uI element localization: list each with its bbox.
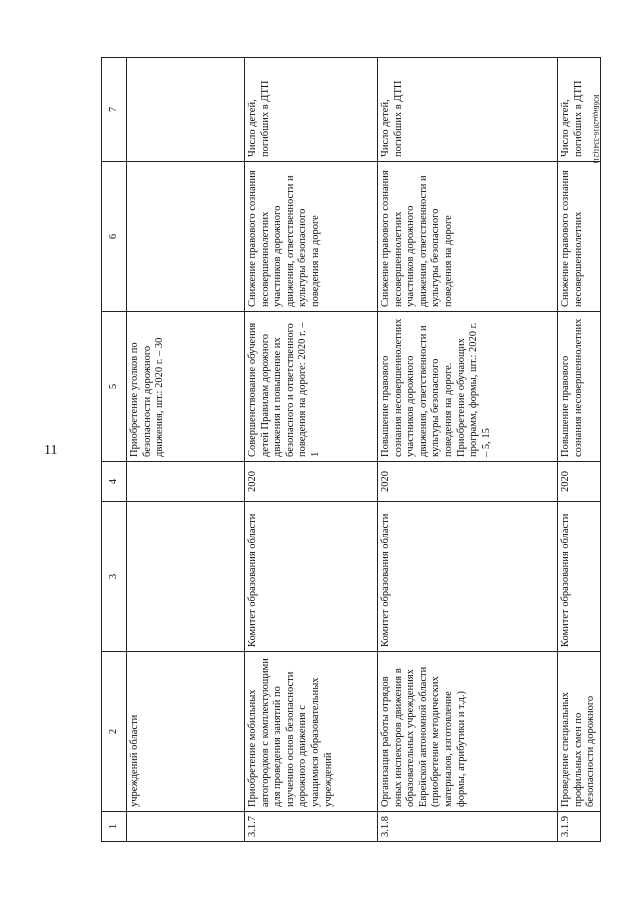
measure-cell: Число детей, погибших в ДТП	[378, 58, 558, 162]
event-cell: Организация работы отрядов юных инспекторов движения в образовательных учреждениях Еврейской автономной области (приобретение методических материалов, изготовление формы, атрибутики и т.д.)	[378, 652, 558, 812]
result-cell: Снижение правового сознания несовершеннолетних участников дорожного движения, ответственности и культуры безопасного поведения на дороге	[378, 162, 558, 312]
header-cell: 3	[102, 502, 127, 652]
header-cell: 2	[102, 652, 127, 812]
event-cell: учреждений области	[127, 652, 245, 812]
indicator-cell: Совершенствование обучения детей Правилам дорожного движения и повышение их безопасного и ответственного поведения на дороге: 2020 г. – 1	[245, 312, 378, 462]
table-row	[127, 58, 245, 842]
row-number: 3.1.8	[378, 812, 558, 842]
table-row	[558, 58, 601, 842]
header-cell: 6	[102, 162, 127, 312]
event-cell: Проведение специальных профильных смен по безопасности дорожного	[558, 652, 601, 812]
executor-cell: Комитет образования области	[558, 502, 601, 652]
row-number	[127, 812, 245, 842]
program-table	[101, 57, 601, 842]
measure-cell	[127, 58, 245, 162]
measure-cell: Число детей, погибших в ДТП	[245, 58, 378, 162]
table-row	[378, 58, 558, 842]
header-cell: 7	[102, 58, 127, 162]
executor-cell	[127, 502, 245, 652]
year-cell	[127, 462, 245, 502]
table-row	[245, 58, 378, 842]
header-cell: 1	[102, 812, 127, 842]
document-code: ЮбБиды2016-3341(21)	[592, 94, 600, 164]
indicator-cell: Повышение правового сознания несовершеннолетних участников дорожного движения, ответственности и культуры безопасного поведения на дороге. Приобретение обучающих программ, формы, шт.: 2020 г. – 5, 15	[378, 312, 558, 462]
executor-cell: Комитет образования области	[378, 502, 558, 652]
result-cell: Снижение правового сознания несовершеннолетних	[558, 162, 601, 312]
result-cell: Снижение правового сознания несовершеннолетних участников дорожного движения, ответственности и культуры безопасного поведения на дороге	[245, 162, 378, 312]
row-number: 3.1.9	[558, 812, 601, 842]
result-cell	[127, 162, 245, 312]
measure-cell: Число детей, погибших в ДТП	[558, 58, 601, 162]
row-number: 3.1.7	[245, 812, 378, 842]
year-cell: 2020	[245, 462, 378, 502]
indicator-cell: Приобретение уголков по безопасности дорожного движения, шт.: 2020 г. – 30	[127, 312, 245, 462]
header-cell: 5	[102, 312, 127, 462]
page-number: 11	[44, 443, 58, 458]
executor-cell: Комитет образования области	[245, 502, 378, 652]
indicator-cell: Повышение правового сознания несовершеннолетних	[558, 312, 601, 462]
header-row	[102, 58, 127, 842]
year-cell: 2020	[558, 462, 601, 502]
header-cell: 4	[102, 462, 127, 502]
year-cell: 2020	[378, 462, 558, 502]
event-cell: Приобретение мобильных автогородков с комплектующими для проведения занятий по изучению основ безопасности дорожного движения с учащимися образовательных учреждений	[245, 652, 378, 812]
